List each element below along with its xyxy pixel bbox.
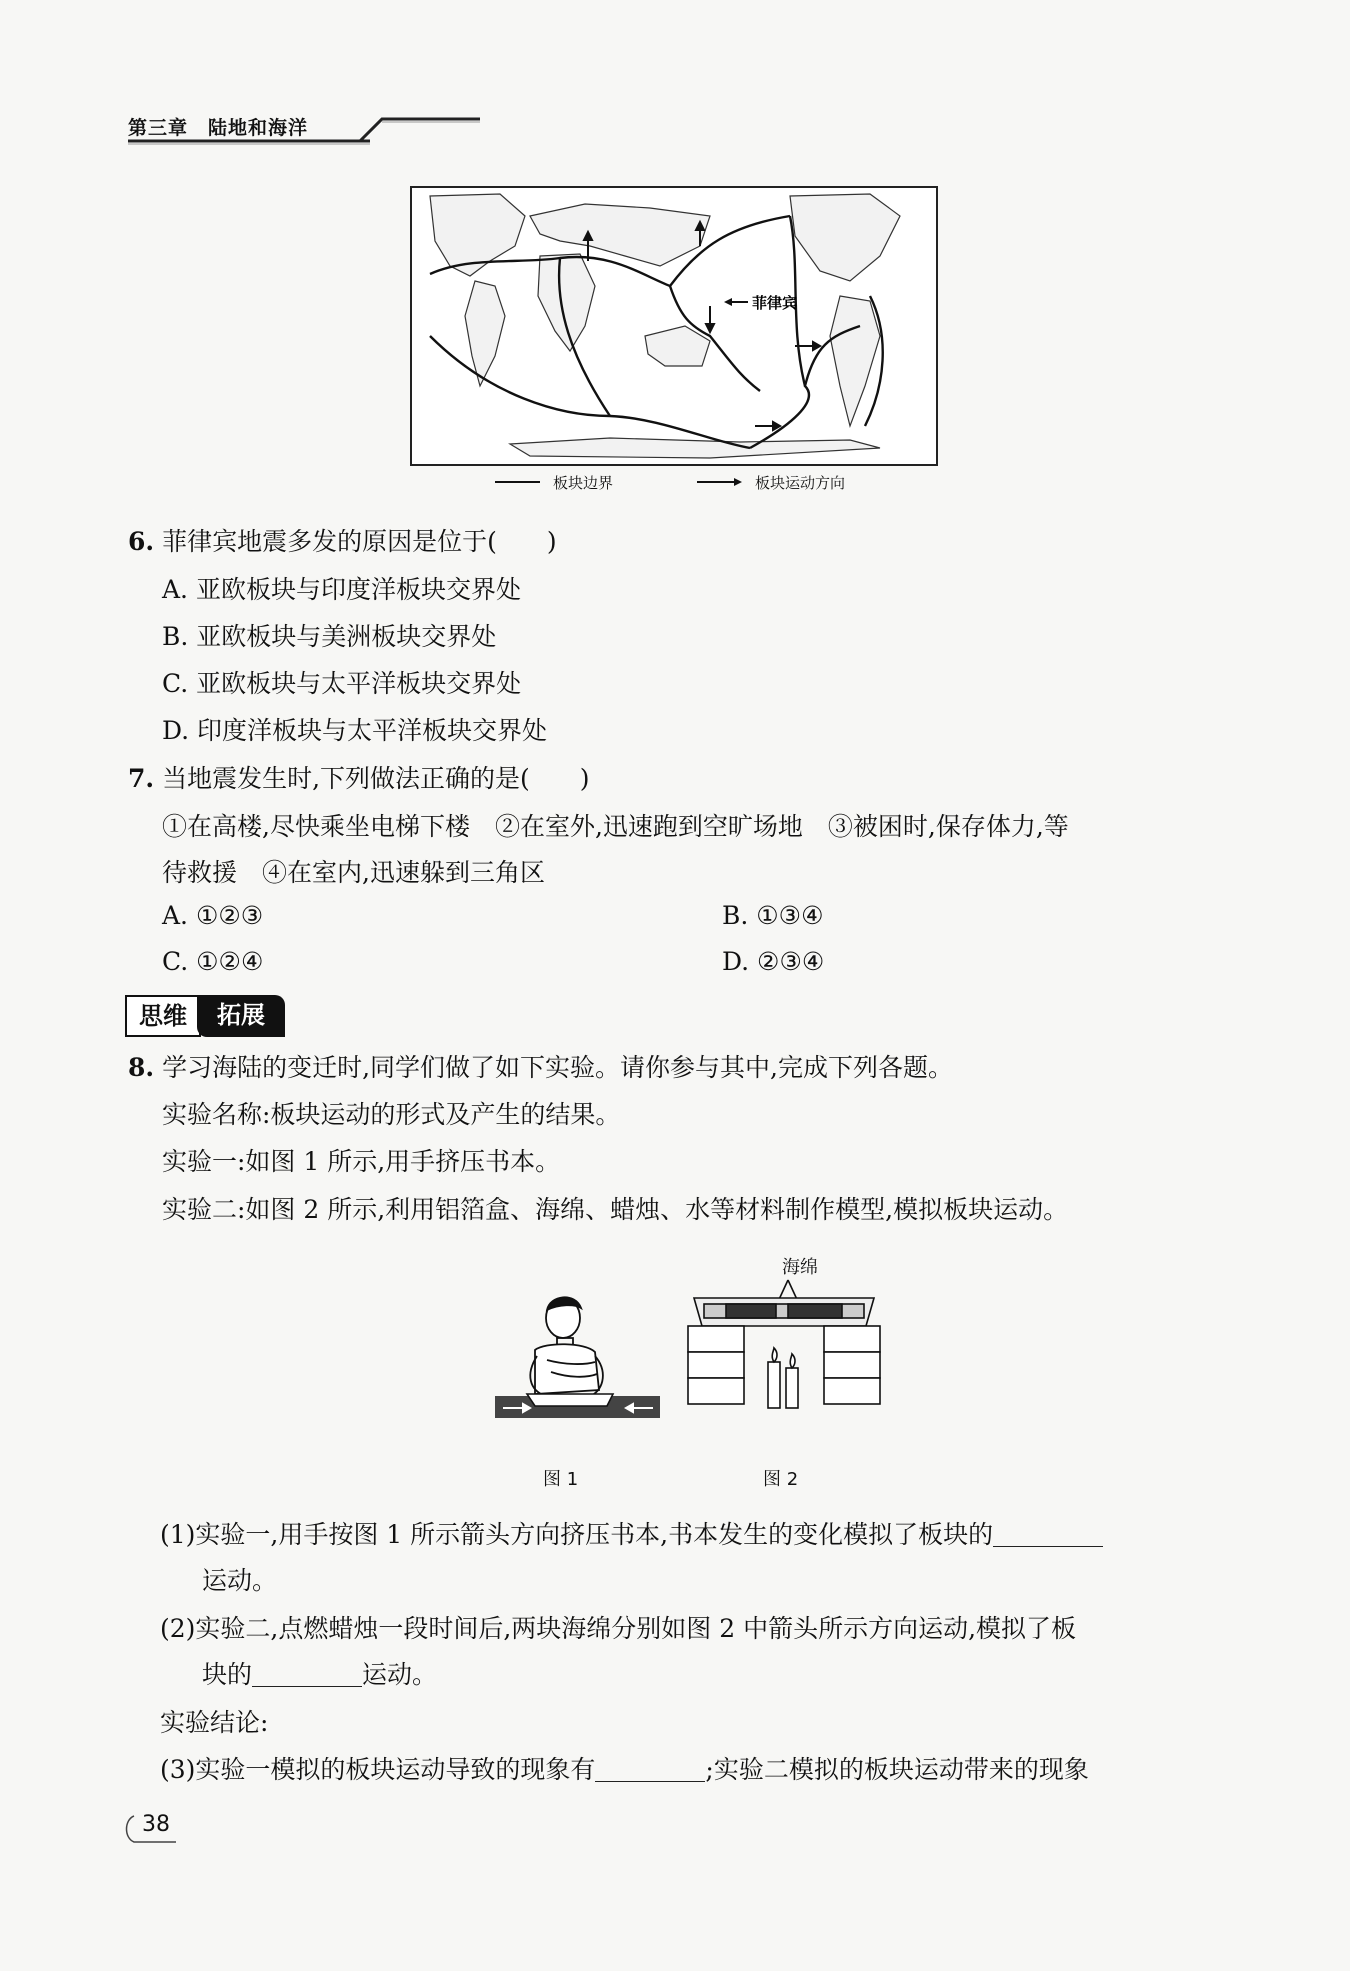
q8-sub3-line1 <box>160 1750 1089 1786</box>
q8-conclusion-label: 实验结论: <box>160 1708 269 1737</box>
q8-sub2-blank[interactable] <box>252 1661 362 1687</box>
figure-1-illustration <box>495 1290 660 1425</box>
q8-sub3-text-a: (3)实验一模拟的板块运动导致的现象有 <box>160 1755 596 1784</box>
q8-sub1-blank[interactable] <box>993 1521 1103 1547</box>
figure-1-caption: 图 1 <box>543 1469 579 1490</box>
q8-stem-text: 学习海陆的变迁时,同学们做了如下实验。请你参与其中,完成下列各题。 <box>162 1053 953 1082</box>
q8-experiment-one: 实验一:如图 1 所示,用手挤压书本。 <box>162 1147 561 1176</box>
header-rule <box>120 105 490 145</box>
q7-stem <box>128 759 590 795</box>
q7-option-b: B. ①③④ <box>722 901 824 930</box>
philippines-label: 菲律宾 <box>752 294 798 312</box>
chapter-title: 第三章 陆地和海洋 <box>128 117 309 139</box>
figure-2-caption: 图 2 <box>763 1469 799 1490</box>
q7-stem-text: 当地震发生时,下列做法正确的是( ) <box>162 764 590 793</box>
q8-sub1-line2: 运动。 <box>202 1566 278 1595</box>
q8-sub2-line1: (2)实验二,点燃蜡烛一段时间后,两块海绵分别如图 2 中箭头所示方向运动,模拟了板 <box>160 1614 1077 1643</box>
plate-map <box>410 186 938 466</box>
q6-option-b: B. 亚欧板块与美洲板块交界处 <box>162 622 497 651</box>
q8-sub1-line1 <box>160 1515 1103 1551</box>
q6-option-d: D. 印度洋板块与太平洋板块交界处 <box>162 716 548 745</box>
q7-statement-line1: ①在高楼,尽快乘坐电梯下楼 ②在室外,迅速跑到空旷场地 ③被困时,保存体力,等 <box>162 812 1069 841</box>
q8-sub2-line2 <box>202 1655 437 1691</box>
q7-statement-line2: 待救援 ④在室内,迅速躲到三角区 <box>162 858 545 887</box>
section-badge-left: 思维 <box>125 995 201 1037</box>
legend-motion-label: 板块运动方向 <box>755 474 846 492</box>
q7-option-a: A. ①②③ <box>162 901 264 930</box>
q7-option-c: C. ①②④ <box>162 947 264 976</box>
figure-2-illustration <box>684 1270 884 1418</box>
q8-stem <box>128 1048 953 1084</box>
q8-sub2-text-a: 块的 <box>202 1660 253 1689</box>
q8-experiment-two: 实验二:如图 2 所示,利用铝箔盒、海绵、蜡烛、水等材料制作模型,模拟板块运动。 <box>162 1195 1069 1224</box>
q7-number: 7. <box>128 764 155 793</box>
legend-motion-icon <box>697 475 743 489</box>
q8-number: 8. <box>128 1053 155 1082</box>
legend-boundary-label: 板块边界 <box>553 474 614 492</box>
q6-option-a: A. 亚欧板块与印度洋板块交界处 <box>162 575 521 604</box>
sponge-label: 海绵 <box>782 1257 818 1278</box>
q6-number: 6. <box>128 527 155 556</box>
q6-option-c: C. 亚欧板块与太平洋板块交界处 <box>162 669 522 698</box>
q8-sub3-blank[interactable] <box>595 1756 705 1782</box>
q8-sub3-text-b: ;实验二模拟的板块运动带来的现象 <box>705 1755 1089 1784</box>
q8-sub2-text-b: 运动。 <box>362 1660 438 1689</box>
q8-sub1-text: (1)实验一,用手按图 1 所示箭头方向挤压书本,书本发生的变化模拟了板块的 <box>160 1520 994 1549</box>
q6-stem-text: 菲律宾地震多发的原因是位于( ) <box>162 527 557 556</box>
q8-experiment-name: 实验名称:板块运动的形式及产生的结果。 <box>162 1100 621 1129</box>
q7-option-d: D. ②③④ <box>722 947 825 976</box>
section-badge <box>125 995 289 1035</box>
page-number: 38 <box>142 1812 170 1837</box>
section-badge-right: 拓展 <box>197 995 285 1037</box>
legend-boundary-icon <box>495 475 540 489</box>
q6-stem <box>128 522 557 558</box>
